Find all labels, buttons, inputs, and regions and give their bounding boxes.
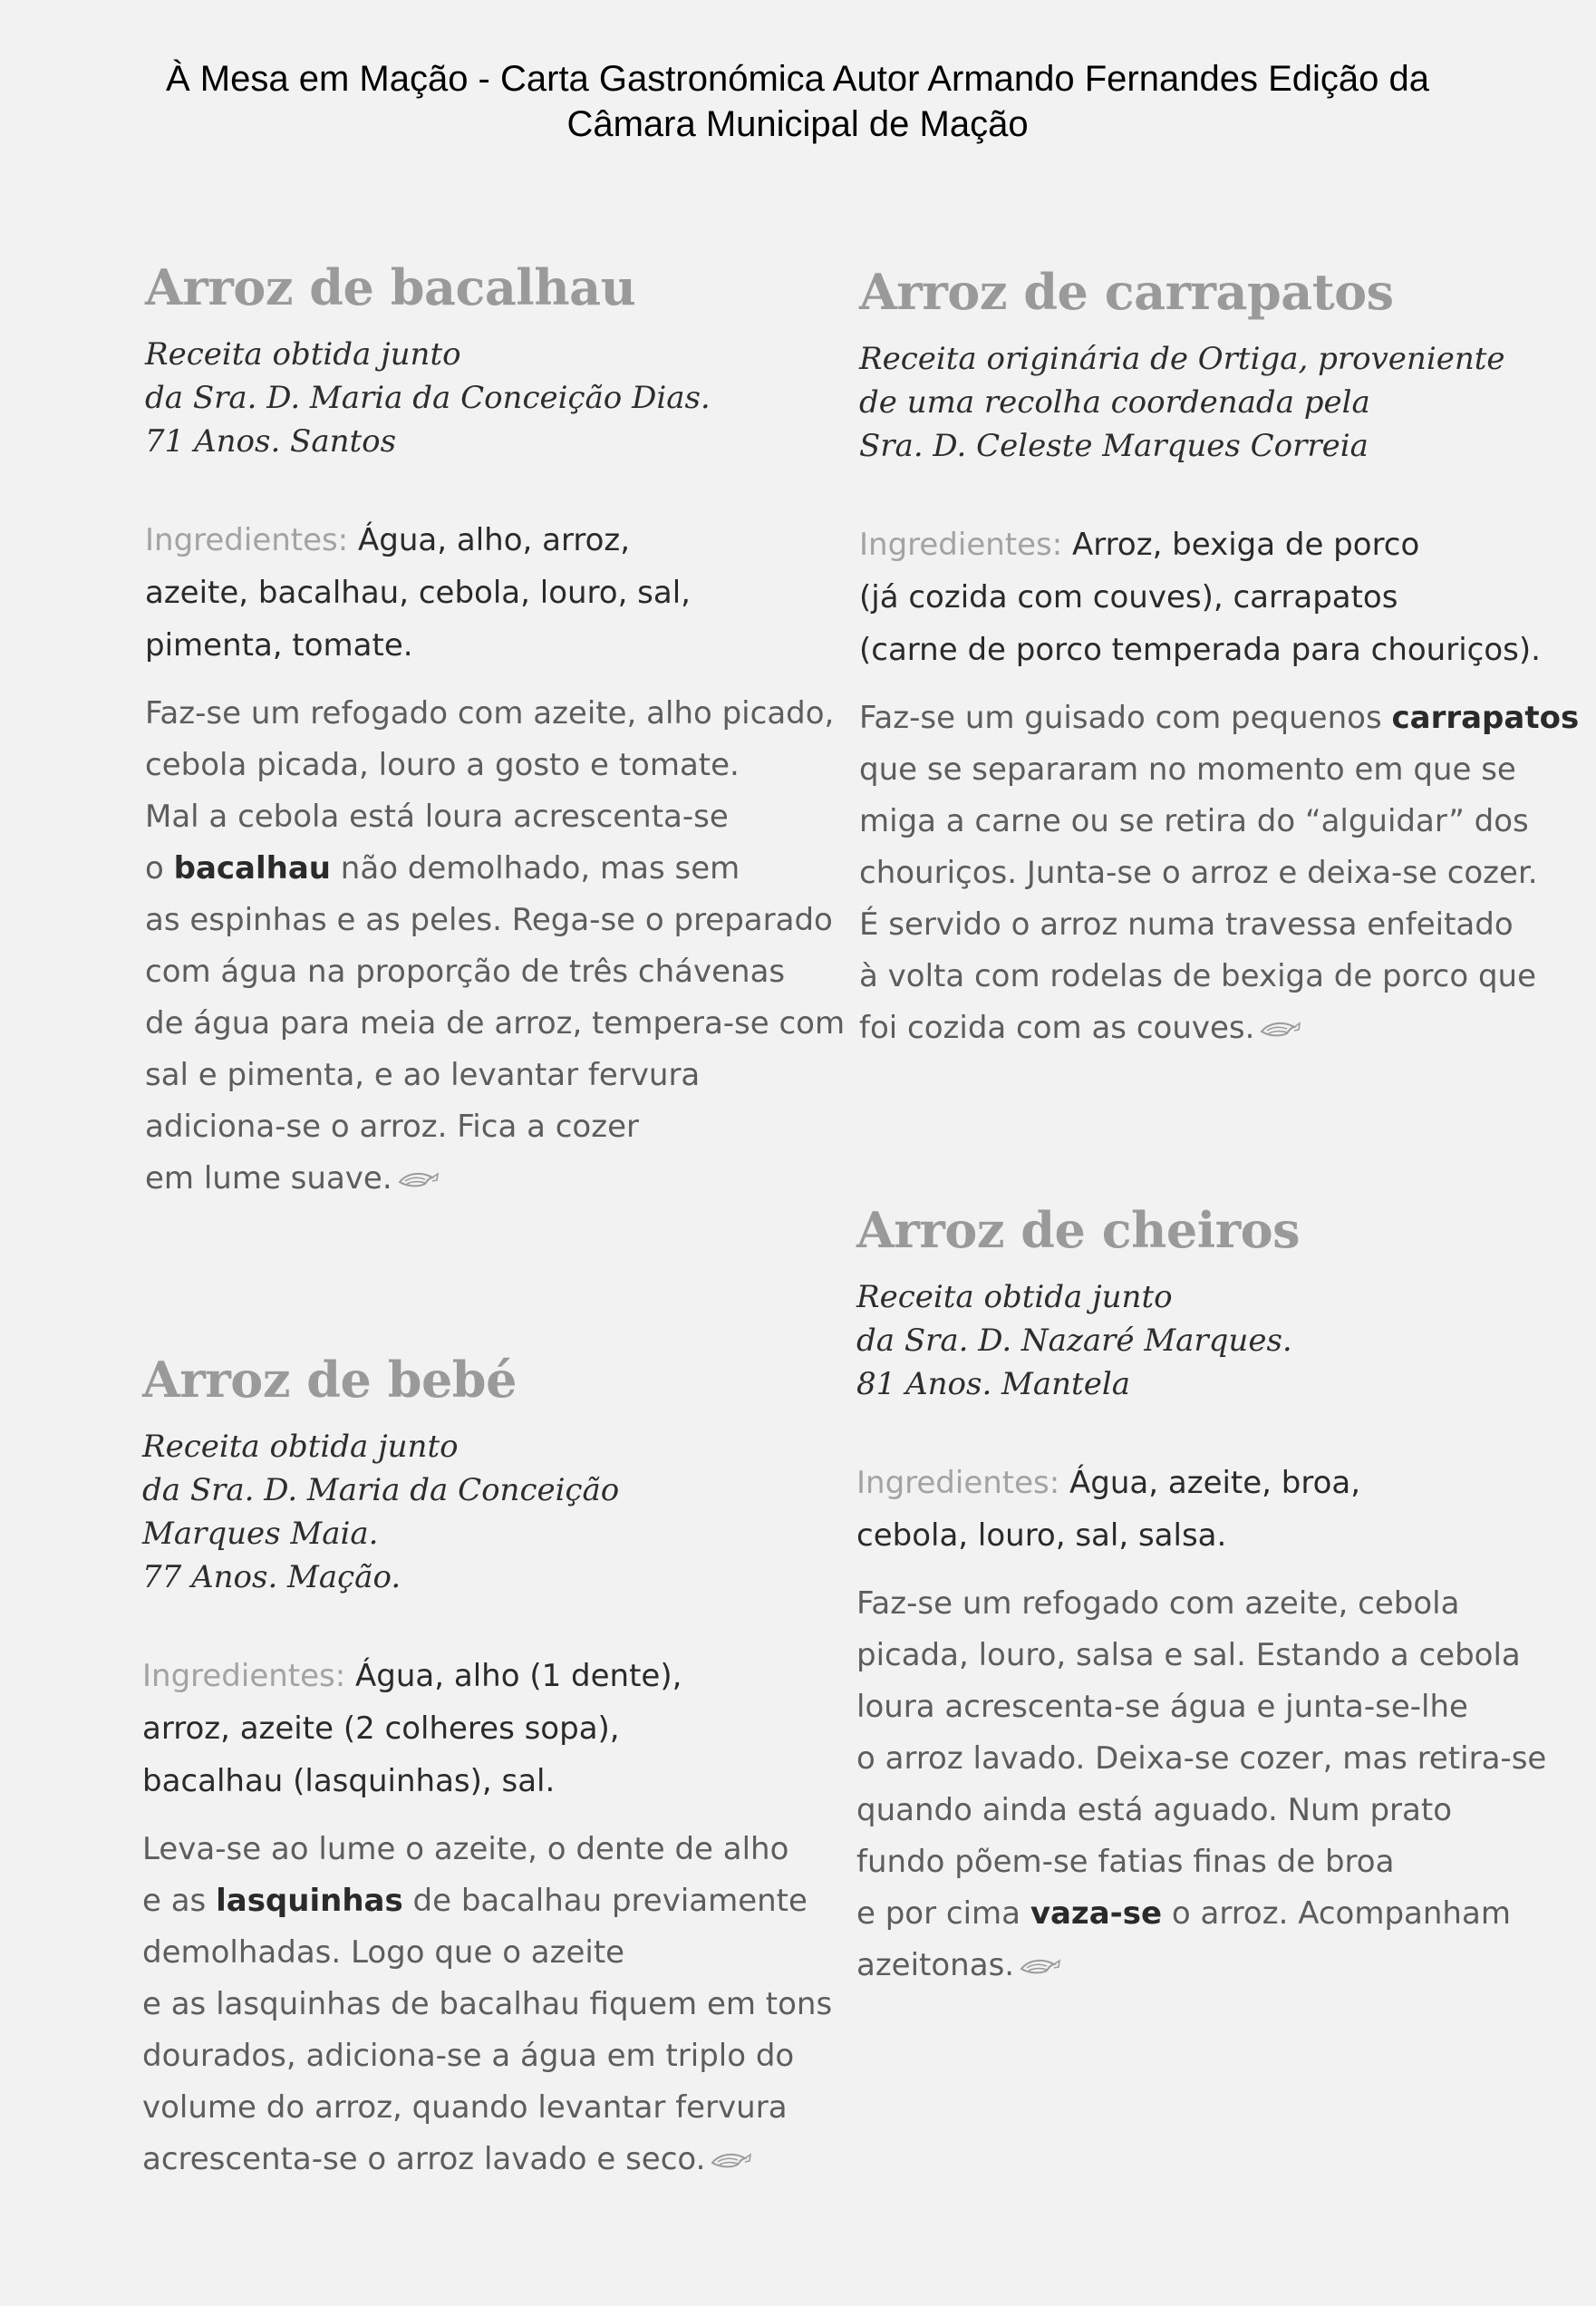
- preparation-text: acrescenta-se o arroz lavado e seco.: [142, 2141, 706, 2177]
- ingredients-text: Água, alho (1 dente),: [355, 1658, 682, 1694]
- preparation-line: [859, 848, 1538, 899]
- highlighted-term: carrapatos: [1391, 700, 1580, 736]
- source-line: Receita originária de Ortiga, proveniente: [859, 341, 1505, 377]
- recipe-ingredients: [856, 1457, 1509, 1562]
- source-line: 71 Anos. Santos: [145, 423, 397, 460]
- source-line: Marques Maia.: [142, 1516, 379, 1552]
- preparation-line: [859, 1003, 1512, 1055]
- preparation-line: [856, 1836, 1509, 1888]
- preparation-line: [856, 1578, 1509, 1630]
- highlighted-term: vaza-se: [1030, 1895, 1163, 1932]
- source-line: Receita obtida junto: [145, 336, 461, 373]
- source-line: 77 Anos. Mação.: [142, 1559, 401, 1595]
- preparation-text: azeitonas.: [856, 1947, 1015, 1983]
- ingredients-text: Água, azeite, broa,: [1069, 1465, 1361, 1501]
- source-line: Receita obtida junto: [856, 1279, 1173, 1315]
- recipe-title: Arroz de cheiros: [856, 1201, 1301, 1259]
- recipe-source: [859, 337, 1512, 468]
- preparation-line: [859, 796, 1529, 848]
- recipe-source: [142, 1425, 795, 1599]
- ingredients-label: Ingredientes:: [145, 522, 349, 558]
- preparation-text: à volta com rodelas de bexiga de porco que: [859, 958, 1537, 994]
- ingredients-text: pimenta, tomate.: [145, 627, 413, 664]
- highlighted-term: bacalhau: [173, 850, 331, 887]
- ingredients-line: [142, 1702, 795, 1755]
- preparation-line: [856, 1940, 1509, 1992]
- preparation-line: [142, 2134, 795, 2186]
- ingredients-line: [145, 619, 798, 672]
- recipe-title: Arroz de carrapatos: [859, 263, 1394, 321]
- ingredients-line: [142, 1650, 795, 1702]
- ingredients-label: Ingredientes:: [142, 1658, 346, 1694]
- ingredients-text: Arroz, bexiga de porco: [1072, 527, 1420, 563]
- ingredients-line: [145, 514, 798, 567]
- recipe-ingredients: [859, 518, 1541, 676]
- source-line: da Sra. D. Maria da Conceição: [142, 1472, 620, 1508]
- recipe-source: [145, 333, 798, 463]
- preparation-line: [142, 2082, 795, 2134]
- preparation-text: cebola picada, louro a gosto e tomate.: [145, 747, 740, 783]
- preparation-text: de água para meia de arroz, tempera-se com: [145, 1005, 846, 1042]
- fish-ornament-icon: [1020, 1941, 1061, 1992]
- recipe-arroz-de-bebe: [142, 1351, 833, 2186]
- preparation-line: [145, 688, 835, 740]
- preparation-line: [142, 1979, 833, 2030]
- ingredients-text: azeite, bacalhau, cebola, louro, sal,: [145, 575, 691, 611]
- ingredients-line: [859, 571, 1512, 624]
- preparation-text: sal e pimenta, e ao levantar fervura: [145, 1057, 701, 1093]
- recipe-preparation: [145, 688, 846, 1206]
- recipe-ingredients: [145, 514, 798, 672]
- source-line: da Sra. D. Nazaré Marques.: [856, 1323, 1292, 1359]
- ingredients-line: [145, 567, 798, 619]
- ingredients-line: [856, 1509, 1509, 1562]
- ingredients-text: bacalhau (lasquinhas), sal.: [142, 1763, 556, 1799]
- preparation-text: Faz-se um refogado com azeite, cebola: [856, 1585, 1460, 1622]
- preparation-text: e as lasquinhas de bacalhau fiquem em tons: [142, 1986, 833, 2022]
- preparation-text: de bacalhau previamente: [402, 1883, 808, 1919]
- recipe-title: Arroz de bebé: [142, 1351, 517, 1409]
- preparation-text: adiciona-se o arroz. Fica a cozer: [145, 1109, 639, 1145]
- preparation-text: É servido o arroz numa travessa enfeitado: [859, 906, 1514, 943]
- preparation-line: [142, 1927, 795, 1979]
- preparation-line: [856, 1733, 1547, 1785]
- source-line: 81 Anos. Mantela: [856, 1366, 1130, 1402]
- preparation-text: Faz-se um guisado com pequenos: [859, 700, 1392, 736]
- preparation-text: as espinhas e as peles. Rega-se o preparado: [145, 902, 833, 938]
- preparation-text: em lume suave.: [145, 1160, 392, 1197]
- preparation-text: fundo põem-se fatias finas de broa: [856, 1844, 1395, 1880]
- header-line-2: Câmara Municipal de Mação: [566, 104, 1029, 144]
- preparation-line: [859, 744, 1516, 796]
- preparation-line: [145, 791, 798, 843]
- preparation-line: [145, 895, 833, 946]
- ingredients-text: arroz, azeite (2 colheres sopa),: [142, 1710, 620, 1747]
- preparation-line: [859, 693, 1580, 744]
- preparation-text: chouriços. Junta-se o arroz e deixa-se cozer.: [859, 855, 1538, 891]
- ingredients-text: cebola, louro, sal, salsa.: [856, 1517, 1227, 1554]
- ingredients-line: [859, 624, 1541, 676]
- preparation-line: [145, 1153, 798, 1206]
- source-line: Sra. D. Celeste Marques Correia: [859, 428, 1369, 464]
- preparation-line: [145, 998, 846, 1050]
- preparation-line: [145, 843, 798, 895]
- fish-ornament-icon: [711, 2135, 752, 2186]
- preparation-text: Mal a cebola está loura acrescenta-se: [145, 799, 729, 835]
- ingredients-label: Ingredientes:: [859, 527, 1063, 563]
- document-header: [54, 56, 1541, 147]
- ingredients-text: (já cozida com couves), carrapatos: [859, 579, 1398, 615]
- fish-ornament-icon: [398, 1154, 440, 1206]
- recipe-preparation: [856, 1578, 1547, 1992]
- preparation-text: o arroz lavado. Deixa-se cozer, mas retira-se: [856, 1740, 1547, 1777]
- preparation-text: com água na proporção de três chávenas: [145, 954, 786, 990]
- preparation-text: miga a carne ou se retira do “alguidar” dos: [859, 803, 1529, 839]
- preparation-text: picada, louro, salsa e sal. Estando a cebola: [856, 1637, 1521, 1673]
- preparation-line: [856, 1785, 1509, 1836]
- recipe-arroz-de-carrapatos: [859, 263, 1580, 1055]
- preparation-text: o arroz. Acompanham: [1162, 1895, 1511, 1932]
- preparation-line: [142, 2030, 795, 2082]
- preparation-line: [856, 1630, 1521, 1681]
- recipe-preparation: [859, 693, 1580, 1055]
- preparation-line: [145, 1101, 798, 1153]
- source-line: da Sra. D. Maria da Conceição Dias.: [145, 380, 711, 416]
- header-line-1: À Mesa em Mação - Carta Gastronómica Autor Armando Fernandes Edição da: [165, 59, 1429, 99]
- recipe-arroz-de-bacalhau: [145, 258, 846, 1206]
- recipe-title: Arroz de bacalhau: [145, 258, 636, 316]
- preparation-line: [859, 899, 1512, 951]
- recipe-ingredients: [142, 1650, 795, 1807]
- preparation-text: demolhadas. Logo que o azeite: [142, 1934, 625, 1971]
- source-line: de uma recolha coordenada pela: [859, 384, 1370, 421]
- preparation-text: quando ainda está aguado. Num prato: [856, 1792, 1453, 1828]
- ingredients-line: [856, 1457, 1509, 1509]
- source-line: Receita obtida junto: [142, 1429, 459, 1465]
- preparation-text: dourados, adiciona-se a água em triplo do: [142, 2038, 795, 2074]
- preparation-text: foi cozida com as couves.: [859, 1010, 1255, 1046]
- preparation-line: [145, 1050, 798, 1101]
- recipe-source: [856, 1275, 1509, 1406]
- preparation-line: [856, 1681, 1509, 1733]
- preparation-line: [142, 1875, 808, 1927]
- ingredients-text: Água, alho, arroz,: [358, 522, 631, 558]
- ingredients-line: [859, 518, 1512, 571]
- ingredients-text: (carne de porco temperada para chouriços).: [859, 632, 1541, 668]
- preparation-text: Leva-se ao lume o azeite, o dente de alho: [142, 1831, 789, 1867]
- preparation-text: e as: [142, 1883, 217, 1919]
- preparation-line: [856, 1888, 1509, 1940]
- preparation-line: [145, 740, 798, 791]
- preparation-line: [145, 946, 798, 998]
- preparation-text: não demolhado, mas sem: [331, 850, 740, 887]
- preparation-text: o: [145, 850, 174, 887]
- preparation-line: [859, 951, 1537, 1003]
- preparation-text: que se separaram no momento em que se: [859, 751, 1516, 788]
- ingredients-line: [142, 1755, 795, 1807]
- recipe-preparation: [142, 1824, 833, 2186]
- preparation-text: volume do arroz, quando levantar fervura: [142, 2089, 788, 2126]
- preparation-text: Faz-se um refogado com azeite, alho picado,: [145, 695, 835, 732]
- preparation-text: loura acrescenta-se água e junta-se-lhe: [856, 1689, 1468, 1725]
- preparation-line: [142, 1824, 795, 1875]
- ingredients-label: Ingredientes:: [856, 1465, 1060, 1501]
- fish-ornament-icon: [1260, 1003, 1301, 1055]
- highlighted-term: lasquinhas: [216, 1883, 403, 1919]
- recipe-arroz-de-cheiros: [856, 1201, 1547, 1992]
- preparation-text: e por cima: [856, 1895, 1030, 1932]
